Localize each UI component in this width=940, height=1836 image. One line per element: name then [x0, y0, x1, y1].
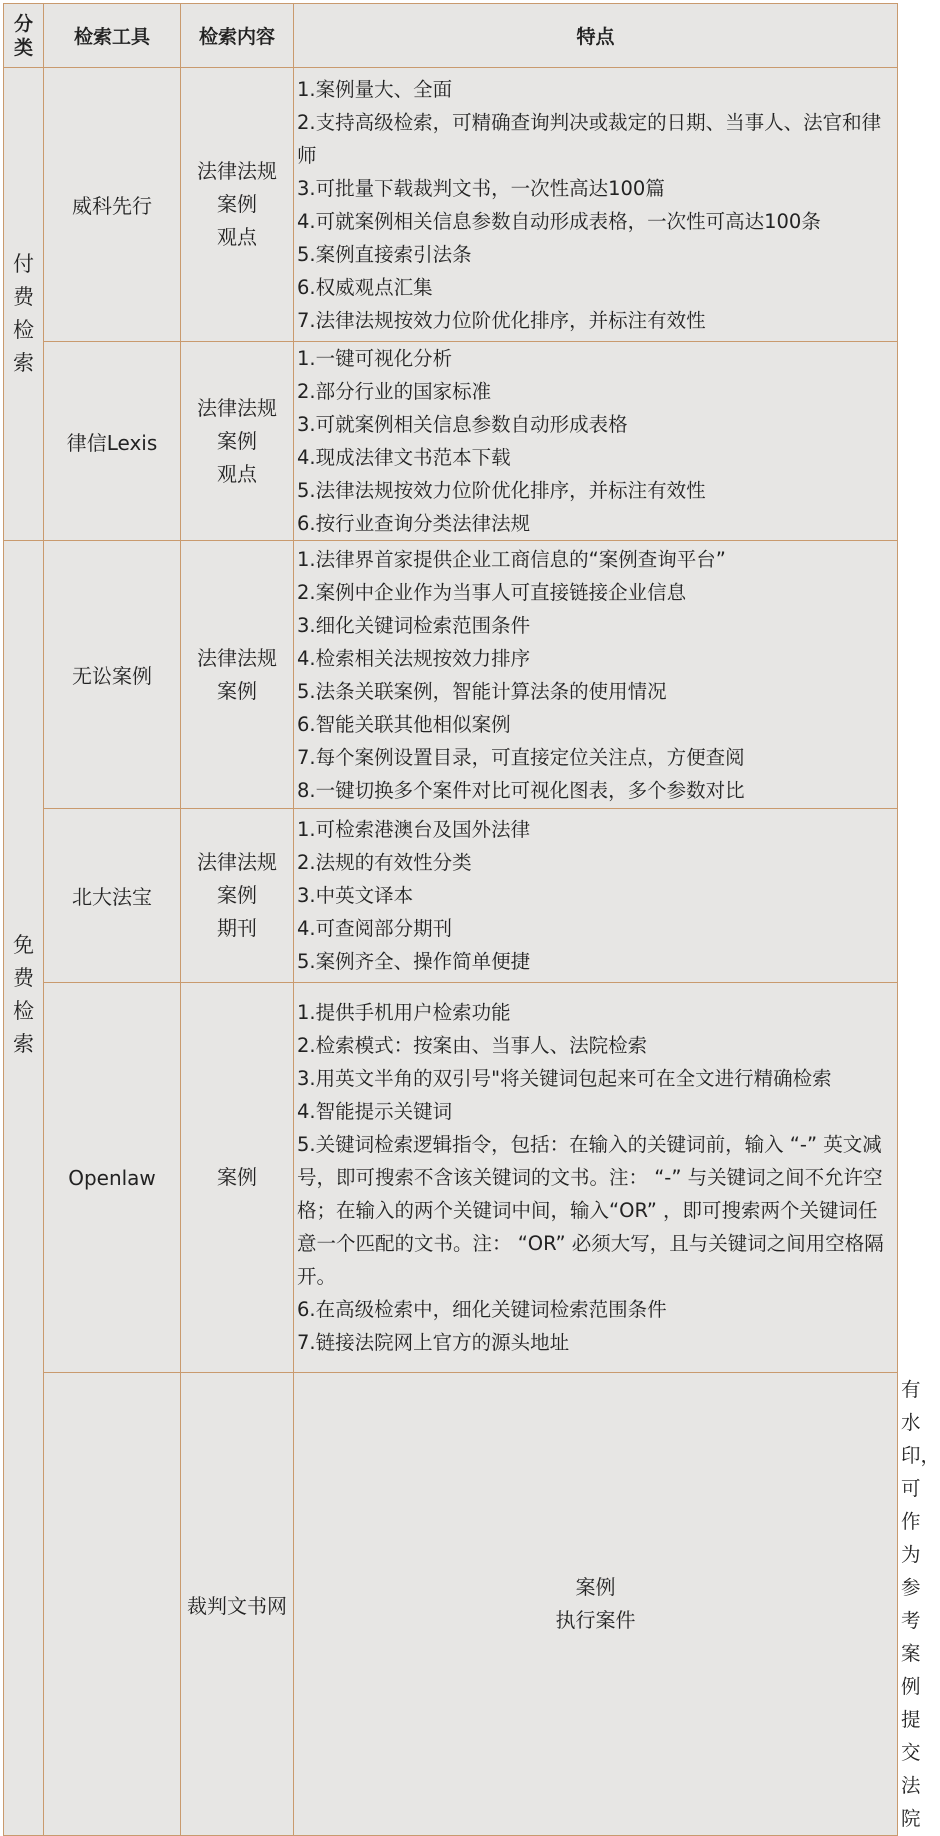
feature-item: 3.用英文半角的双引号"将关键词包起来可在全文进行精确检索 [297, 1067, 832, 1090]
scope-item: 法律法规 [197, 395, 277, 420]
scope-item: 案例 [217, 428, 257, 453]
feature-item: 2.案例中企业作为当事人可直接链接企业信息 [297, 580, 687, 604]
feature-item: 3.可就案例相关信息参数自动形成表格 [297, 413, 628, 436]
features-cell [294, 983, 898, 1373]
scope-item: 观点 [217, 225, 257, 249]
feature-item: 5.法律法规按效力位阶优化排序，并标注有效性 [297, 479, 706, 502]
table-row: 裁判文书网 案例 执行案件 有水印，可作为参考案例提交法院 [4, 1373, 898, 1836]
scope-cell [181, 983, 294, 1373]
category-free-text: 免费检索 [13, 933, 34, 1056]
feature-item: 4.可查阅部分期刊 [297, 917, 453, 940]
comparison-table [3, 3, 940, 1836]
feature-item: 1.案例量大、全面 [297, 77, 453, 101]
scope-cell [181, 68, 294, 342]
feature-item: 5.法条关联案例，智能计算法条的使用情况 [297, 679, 667, 703]
tool-name: 威科先行 [44, 68, 181, 342]
scope-item: 执行案件 [555, 1608, 636, 1632]
features-cell [294, 541, 898, 809]
scope-item: 法律法规 [197, 159, 277, 183]
feature-item: 1.法律界首家提供企业工商信息的“案例查询平台” [297, 547, 726, 571]
table-row [4, 342, 898, 541]
scope-cell [294, 1373, 898, 1836]
table-row [4, 983, 898, 1373]
feature-item: 7.链接法院网上官方的源头地址 [297, 1331, 570, 1354]
scope-item: 案例 [217, 678, 257, 703]
features-cell [294, 809, 898, 983]
scope-cell [181, 342, 294, 541]
tool-name: 裁判文书网 [181, 1373, 294, 1836]
tool-name: 北大法宝 [44, 809, 181, 983]
scope-item: 案例 [217, 192, 257, 216]
scope-item: 法律法规 [197, 850, 277, 874]
scope-item: 法律法规 [197, 645, 277, 670]
scope-cell [181, 809, 294, 983]
features-cell [294, 342, 898, 541]
feature-item: 1.一键可视化分析 [297, 347, 453, 370]
feature-item: 2.法规的有效性分类 [297, 851, 472, 874]
feature-item: 2.部分行业的国家标准 [297, 380, 492, 403]
feature-item: 5.案例直接索引法条 [297, 242, 472, 266]
feature-item: 5.案例齐全、操作简单便捷 [297, 950, 531, 973]
feature-item: 6.在高级检索中，细化关键词检索范围条件 [297, 1298, 667, 1321]
scope-item: 案例 [217, 883, 257, 907]
feature-item: 4.检索相关法规按效力排序 [297, 646, 531, 670]
header-scope: 检索内容 [181, 4, 294, 68]
feature-item: 4.可就案例相关信息参数自动形成表格，一次性可高达100条 [297, 209, 821, 233]
tool-name: 无讼案例 [44, 541, 181, 809]
feature-item: 6.按行业查询分类法律法规 [297, 512, 531, 535]
feature-item: 7.法律法规按效力位阶优化排序，并标注有效性 [297, 308, 706, 332]
feature-item: 1.提供手机用户检索功能 [297, 1001, 511, 1024]
feature-item: 3.细化关键词检索范围条件 [297, 613, 531, 637]
tool-name: 律信Lexis [44, 342, 181, 541]
scope-cell [181, 541, 294, 809]
feature-item: 8.一键切换多个案件对比可视化图表，多个参数对比 [297, 778, 745, 802]
tool-name: Openlaw [44, 983, 181, 1373]
feature-item: 6.智能关联其他相似案例 [297, 712, 511, 736]
scope-item: 观点 [217, 461, 257, 486]
scope-item: 期刊 [217, 916, 257, 940]
category-free-continued [44, 1373, 181, 1836]
header-category-text: 分类 [13, 12, 33, 59]
feature-item: 1.可检索港澳台及国外法律 [297, 818, 531, 841]
features-cell [294, 68, 898, 342]
feature-item: 3.可批量下载裁判文书，一次性高达100篇 [297, 176, 665, 200]
feature-item: 4.现成法律文书范本下载 [297, 446, 511, 469]
header-category [4, 4, 44, 68]
header-tool: 检索工具 [44, 4, 181, 68]
header-features: 特点 [294, 4, 898, 68]
feature-item: 3.中英文译本 [297, 884, 414, 907]
feature-item: 5.关键词检索逻辑指令，包括：在输入的关键词前，输入 “-” 英文减号，即可搜索不含该关键词的文书。注： “-” 与关键词之间不允许空格；在输入的两个关键词中间，输入“OR” ，即可搜索两个关键词任意一个匹配的文书。注： “OR” 必须大写，且与关键词之间用空格隔开。 [297, 1133, 884, 1288]
category-paid [4, 68, 44, 541]
feature-item: 7.每个案例设置目录，可直接定位关注点，方便查阅 [297, 745, 745, 769]
category-free [4, 541, 44, 1836]
feature-item: 2.检索模式：按案由、当事人、法院检索 [297, 1034, 648, 1057]
category-paid-text: 付费检索 [13, 252, 34, 375]
feature-item: 6.权威观点汇集 [297, 275, 433, 299]
table-row [4, 68, 898, 342]
header-row [4, 4, 898, 68]
scope-item: 案例 [575, 1575, 616, 1599]
feature-item: 2.支持高级检索，可精确查询判决或裁定的日期、当事人、法官和律师 [297, 110, 882, 167]
table-row [4, 541, 898, 809]
table-row [4, 809, 898, 983]
feature-item: 4.智能提示关键词 [297, 1100, 453, 1123]
scope-item: 案例 [217, 1165, 257, 1189]
